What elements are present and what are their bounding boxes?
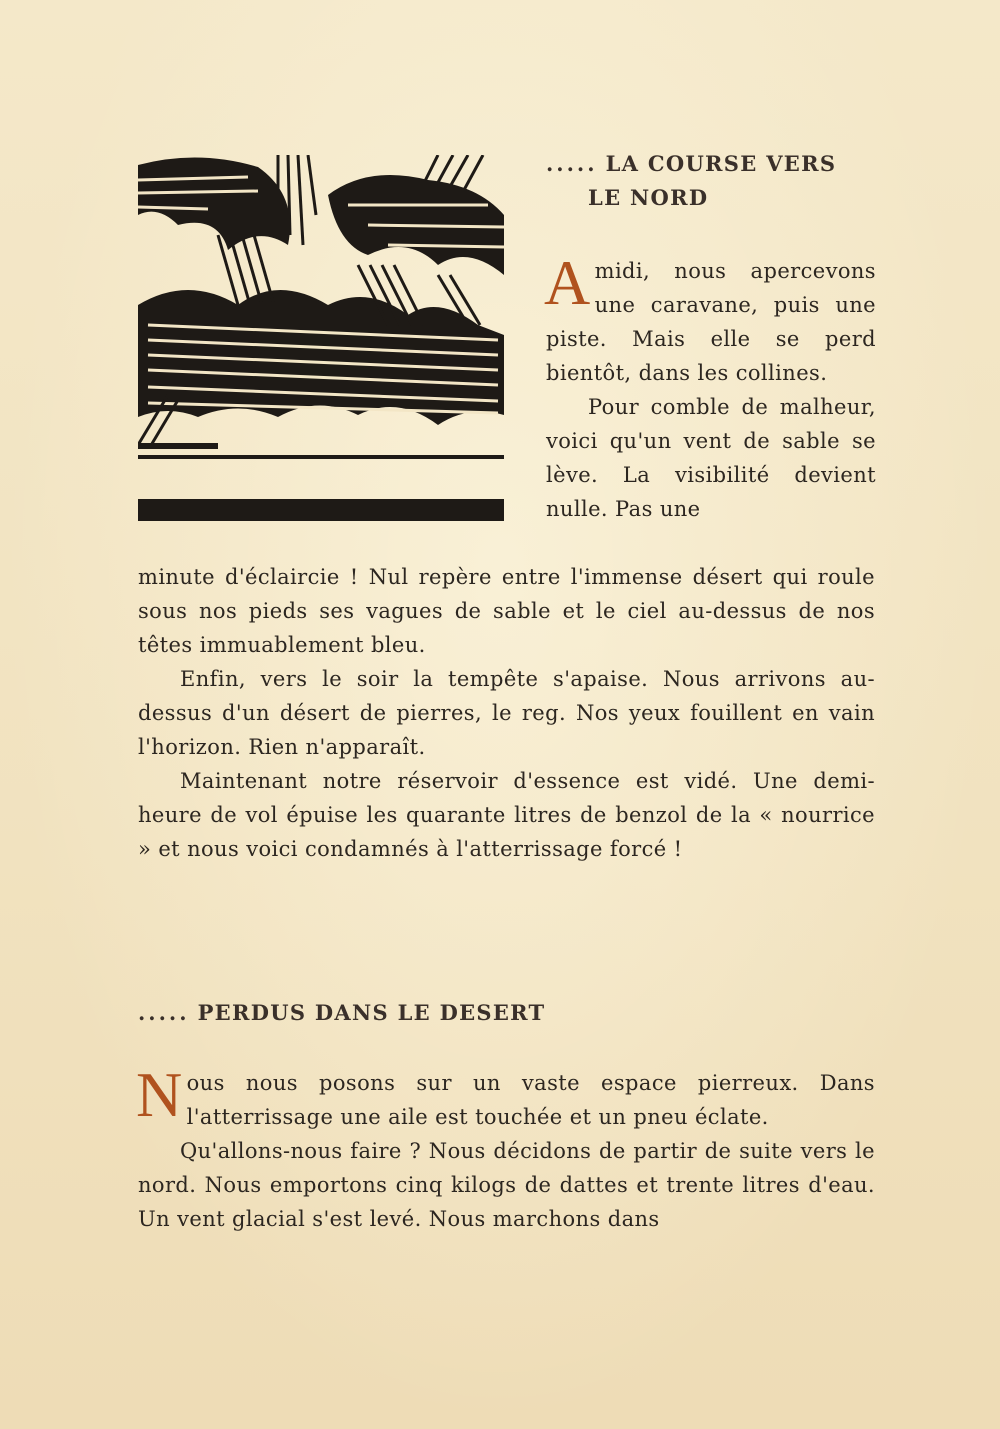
section-heading-desert: [138, 996, 875, 1030]
drop-cap-a: A: [544, 247, 591, 318]
paragraph-2-column: Pour comble de malheur, voici qu'un vent de sable se lève. La visibilité devient nulle. Pas une: [546, 395, 876, 521]
paragraph-2-continued: minute d'éclaircie ! Nul repère entre l'immense désert qui roule sous nos pieds ses vagues de sable et le ciel au-dessus de nos têtes immuablement bleu.: [138, 565, 875, 657]
drop-cap-n: N: [136, 1059, 183, 1130]
column-text: [544, 247, 876, 526]
section-2-text: [136, 1059, 875, 1236]
heading-dots: .....: [546, 151, 598, 176]
paragraph-5: Nous nous posons sur un vaste espace pierreux. Dans l'atterrissage une aile est touchée et un pneu éclate.: [136, 1059, 875, 1130]
paragraph-1: Amidi, nous apercevons une caravane, puis une piste. Mais elle se perd bientôt, dans les collines.: [544, 247, 876, 385]
heading-dots: .....: [138, 1000, 190, 1025]
heading-text: PERDUS DANS LE DESERT: [197, 1000, 546, 1025]
paragraph-6: Qu'allons-nous faire ? Nous décidons de partir de suite vers le nord. Nous emportons cinq kilogs de dattes et trente litres d'eau. Un vent glacial s'est levé. Nous marchons dans: [138, 1139, 875, 1231]
horizon-bars: [138, 443, 504, 521]
woodcut-illustration: [138, 155, 504, 523]
full-width-text: [138, 560, 875, 866]
heading-line-2: LE NORD: [588, 185, 709, 210]
heading-line-1: LA COURSE VERS: [605, 151, 837, 176]
section-heading-course: [546, 147, 876, 215]
paragraph-4: Maintenant notre réservoir d'essence est vidé. Une demi-heure de vol épuise les quarante litres de benzol de la « nourrice » et nous voici condamnés à l'atterrissage forcé !: [138, 769, 875, 861]
paragraph-3: Enfin, vers le soir la tempête s'apaise. Nous arrivons au-dessus d'un désert de pierres, le reg. Nos yeux fouillent en vain l'horizon. Rien n'apparaît.: [138, 667, 875, 759]
